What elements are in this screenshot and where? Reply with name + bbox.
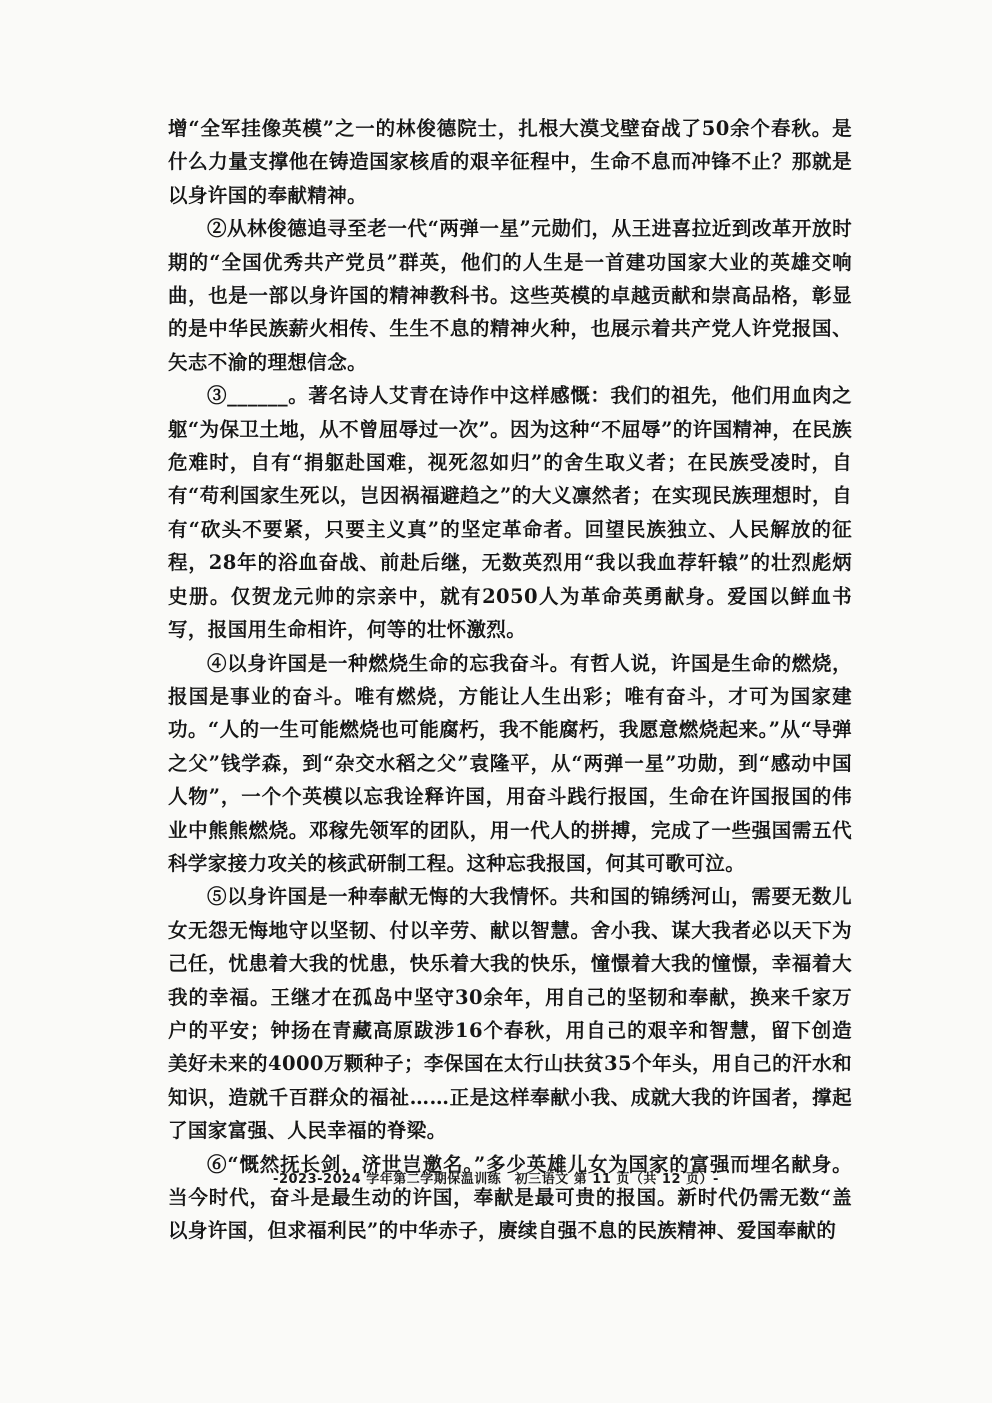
article-body [168, 112, 852, 1248]
paragraph-continuation: 增“全军挂像英模”之一的林俊德院士，扎根大漠戈壁奋战了50余个春秋。是什么力量支撑他在铸造国家核盾的艰辛征程中，生命不息而冲锋不止？那就是以身许国的奉献精神。 [168, 117, 852, 207]
paragraph-4: ④以身许国是一种燃烧生命的忘我奋斗。有哲人说，许国是生命的燃烧，报国是事业的奋斗。唯有燃烧，方能让人生出彩；唯有奋斗，才可为国家建功。“人的一生可能燃烧也可能腐朽，我不能腐朽，我愿意燃烧起来。”从“导弹之父”钱学森，到“杂交水稻之父”袁隆平，从“两弹一星”功勋，到“感动中国人物”，一个个英模以忘我诠释许国，用奋斗践行报国，生命在许国报国的伟业中熊熊燃烧。邓稼先领军的团队，用一代人的拼搏，完成了一些强国需五代科学家接力攻关的核武研制工程。这种忘我报国，何其可歌可泣。 [168, 651, 852, 875]
paragraph-6: ⑥“慨然抚长剑，济世岂邀名。”多少英雄儿女为国家的富强而埋名献身。当今时代，奋斗是最生动的许国，奉献是最可贵的报国。新时代仍需无数“盖以身许国，但求福利民”的中华赤子，赓续自强不息的民族精神、爱国奉献的 [168, 1152, 852, 1243]
paragraph-2: ②从林俊德追寻至老一代“两弹一星”元勋们，从王进喜拉近到改革开放时期的“全国优秀共产党员”群英，他们的人生是一首建功国家大业的英雄交响曲，也是一部以身许国的精神教科书。这些英模的卓越贡献和崇高品格，彰显的是中华民族薪火相传、生生不息的精神火种，也展示着共产党人许党报国、矢志不渝的理想信念。 [168, 217, 852, 374]
paragraph-3: ③______。著名诗人艾青在诗作中这样感慨：我们的祖先，他们用血肉之躯“为保卫土地，从不曾屈辱过一次”。因为这种“不屈辱”的许国精神，在民族危难时，自有“捐躯赴国难，视死忽如归”的舍生取义者；在民族受凌时，自有“苟利国家生死以，岂因祸福避趋之”的大义凛然者；在实现民族理想时，自有“砍头不要紧，只要主义真”的坚定革命者。回望民族独立、人民解放的征程，28年的浴血奋战、前赴后继，无数英烈用“我以我血荐轩辕”的壮烈彪炳史册。仅贺龙元帅的宗亲中，就有2050人为革命英勇献身。爱国以鲜血书写，报国用生命相许，何等的壮怀激烈。 [168, 384, 852, 642]
page-footer: -2023-2024 学年第二学期保温训练 初三语文 第 11 页（共 12 页）- [273, 1172, 719, 1187]
paragraph-5: ⑤以身许国是一种奉献无悔的大我情怀。共和国的锦绣河山，需要无数儿女无怨无悔地守以坚韧、付以辛劳、献以智慧。舍小我、谋大我者必以天下为己任，忧患着大我的忧患，快乐着大我的快乐，憧憬着大我的憧憬，幸福着大我的幸福。王继才在孤岛中坚守30余年，用自己的坚韧和奉献，换来千家万户的平安；钟扬在青藏高原跋涉16个春秋，用自己的艰辛和智慧，留下创造美好未来的4000万颗种子；李保国在太行山扶贫35个年头，用自己的汗水和知识，造就千百群众的福祉……正是这样奉献小我、成就大我的许国者，撑起了国家富强、人民幸福的脊梁。 [168, 885, 852, 1143]
